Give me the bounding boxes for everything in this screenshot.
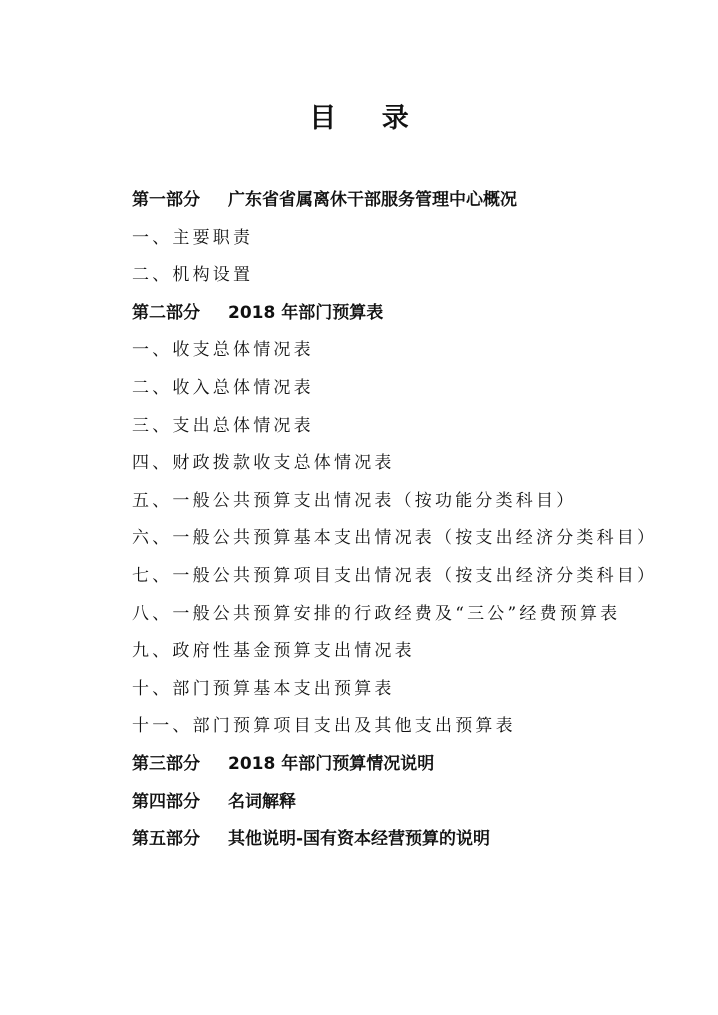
toc-part-label: 第一部分	[132, 190, 200, 210]
toc-item: 二、机构设置	[132, 265, 254, 286]
toc-item: 一、主要职责	[132, 227, 254, 248]
table-of-contents	[132, 182, 692, 859]
toc-part	[132, 746, 692, 784]
toc-part-title: 名词解释	[228, 791, 296, 812]
toc-item: 一、收支总体情况表	[132, 340, 314, 361]
toc-item: 十一、部门预算项目支出及其他支出预算表	[132, 716, 516, 737]
toc-item: 五、一般公共预算支出情况表（按功能分类科目）	[132, 490, 577, 511]
toc-item: 十、部门预算基本支出预算表	[132, 678, 395, 699]
toc-part	[132, 821, 692, 859]
toc-part-label: 第五部分	[132, 829, 200, 850]
toc-item: 六、一般公共预算基本支出情况表（按支出经济分类科目）	[132, 528, 658, 549]
toc-item: 八、一般公共预算安排的行政经费及“三公”经费预算表	[132, 603, 621, 624]
toc-part-title: 其他说明-国有资本经营预算的说明	[228, 829, 491, 850]
toc-item: 四、财政拨款收支总体情况表	[132, 453, 395, 474]
toc-part	[132, 784, 692, 822]
toc-item: 三、支出总体情况表	[132, 415, 314, 436]
page-title: 目 录	[309, 103, 427, 134]
toc-part-label: 第二部分	[132, 302, 200, 323]
toc-part-label: 第三部分	[132, 753, 200, 774]
toc-part	[132, 182, 692, 220]
toc-item: 二、收入总体情况表	[132, 377, 314, 398]
toc-part-title: 2018 年部门预算情况说明	[228, 753, 435, 774]
toc-part-title: 广东省省属离休干部服务管理中心概况	[228, 190, 517, 210]
toc-part-title: 2018 年部门预算表	[228, 302, 384, 323]
toc-item: 九、政府性基金预算支出情况表	[132, 641, 415, 662]
toc-item: 七、一般公共预算项目支出情况表（按支出经济分类科目）	[132, 565, 658, 586]
toc-part	[132, 295, 692, 333]
toc-part-label: 第四部分	[132, 791, 200, 812]
